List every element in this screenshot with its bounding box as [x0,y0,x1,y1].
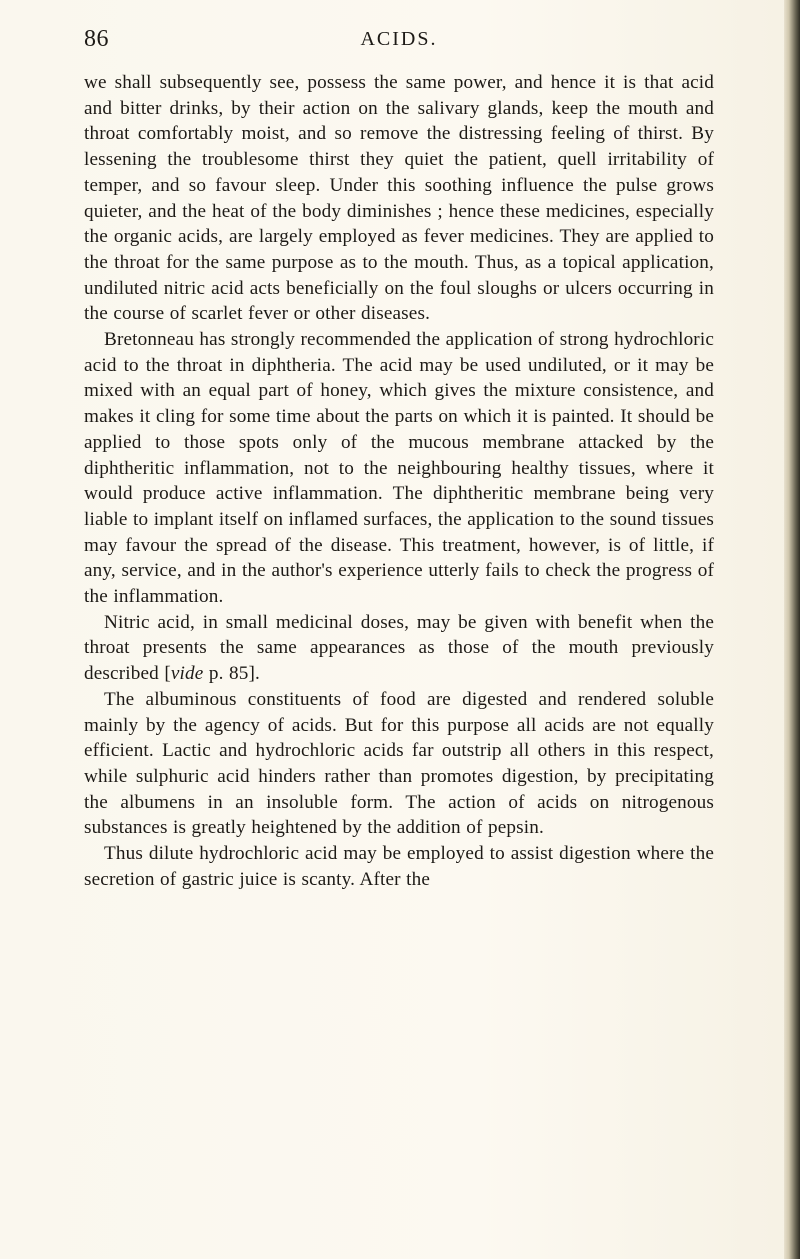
vide-reference: vide [170,663,204,685]
paragraph-3-text-end: p. 85]. [203,663,260,685]
page-edge-shadow [784,0,800,1259]
page-header [84,26,714,62]
paragraph-3 [84,610,714,687]
paragraph-3-text: Nitric acid, in small medicinal doses, may be given with benefit when the throat presents the same appearances as those of the mouth previously described [ [84,611,714,685]
paragraph-4: The albuminous constituents of food are digested and rendered soluble mainly by the agency of acids. But for this purpose all acids are not equally efficient. Lactic and hydrochloric acids far outstrip all others in this respect, while sulphuric acid hinders rather than promotes digestion, by precipitating the albumens in an insoluble form. The action of acids on nitrogenous substances is greatly heightened by the addition of pepsin. [84,688,714,839]
body-text [84,70,714,893]
paragraph-1: we shall subsequently see, possess the same power, and hence it is that acid and bitter drinks, by their action on the salivary glands, keep the mouth and throat comfortably moist, and so remove the distressing feeling of thirst. By lessening the troublesome thirst they quiet the patient, quell irritability of temper, and so favour sleep. Under this soothing influence the pulse grows quieter, and the heat of the body diminishes ; hence these medicines, especially the organic acids, are largely employed as fever medicines. They are applied to the throat for the same purpose as to the mouth. Thus, as a topical application, undiluted nitric acid acts beneficially on the foul sloughs or ulcers occurring in the course of scarlet fever or other diseases. [84,72,714,325]
page-number: 86 [84,26,109,52]
running-head: ACIDS. [360,28,438,50]
paragraph-2: Bretonneau has strongly recommended the application of strong hydrochloric acid to the throat in diphtheria. The acid may be used undiluted, or it may be mixed with an equal part of honey, which gives the mixture consistence, and makes it cling for some time about the parts on which it is painted. It should be applied to those spots only of the mucous membrane attacked by the diphtheritic inflammation, not to the neighbouring healthy tissues, where it would produce active inflammation. The diphtheritic membrane being very liable to implant itself on inflamed surfaces, the application to the sound tissues may favour the spread of the disease. This treatment, however, is of little, if any, service, and in the author's experience utterly fails to check the progress of the inflammation. [84,329,714,608]
paragraph-5: Thus dilute hydrochloric acid may be employed to assist digestion where the secretion of gastric juice is scanty. After the [84,843,714,890]
